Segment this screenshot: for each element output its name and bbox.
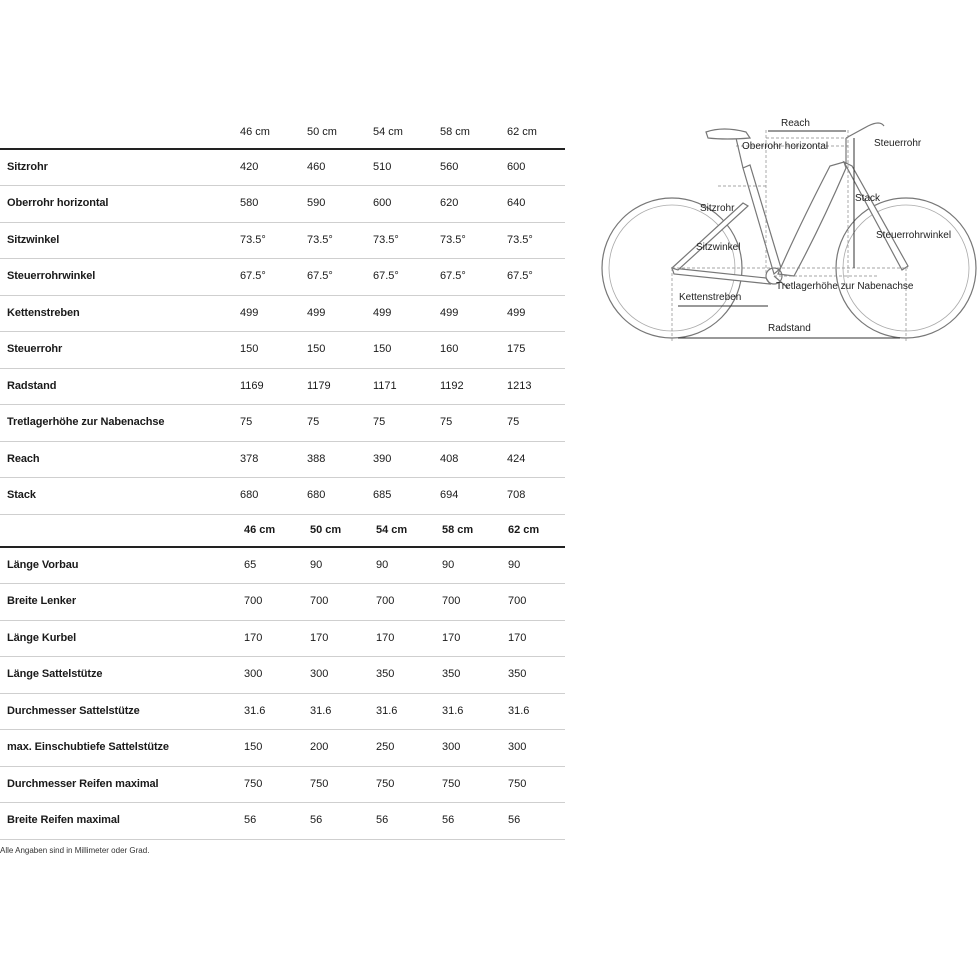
- cell-value: 408: [440, 452, 459, 465]
- table-row: [0, 442, 565, 479]
- row-label: Stack: [7, 489, 36, 501]
- label-oberrohr: Oberrohr horizontal: [742, 141, 829, 152]
- label-sitzwinkel: Sitzwinkel: [696, 242, 741, 253]
- table-row: [0, 332, 565, 369]
- cell-value: 67.5°: [440, 270, 466, 282]
- cell-value: 700: [442, 595, 461, 607]
- row-label: Tretlagerhöhe zur Nabenachse: [7, 416, 165, 428]
- cell-value: 75: [307, 416, 320, 428]
- size-header: 46 cm: [240, 126, 270, 138]
- row-label: Sitzwinkel: [7, 233, 60, 246]
- cell-value: 750: [508, 777, 527, 790]
- components-table: [0, 516, 565, 840]
- cell-value: 73.5°: [240, 233, 266, 246]
- table-row: [0, 694, 565, 731]
- cell-value: 680: [307, 489, 326, 501]
- size-header: 50 cm: [310, 524, 342, 536]
- table-row: [0, 150, 565, 187]
- cell-value: 700: [244, 595, 263, 607]
- cell-value: 250: [376, 741, 395, 753]
- table-row: [0, 405, 565, 442]
- cell-value: 73.5°: [307, 233, 333, 246]
- row-label: Durchmesser Sattelstütze: [7, 704, 140, 717]
- cell-value: 640: [507, 197, 526, 209]
- row-label: Kettenstreben: [7, 306, 80, 319]
- cell-value: 56: [244, 814, 257, 826]
- cell-value: 700: [310, 595, 329, 607]
- cell-value: 420: [240, 160, 259, 173]
- row-label: Steuerrohr: [7, 343, 63, 355]
- cell-value: 300: [310, 668, 329, 680]
- cell-value: 350: [508, 668, 527, 680]
- size-header: 46 cm: [244, 524, 276, 536]
- cell-value: 499: [307, 306, 326, 319]
- cell-value: 175: [507, 343, 526, 355]
- row-label: Reach: [7, 452, 40, 465]
- cell-value: 600: [373, 197, 392, 209]
- cell-value: 424: [507, 452, 526, 465]
- size-header: 54 cm: [373, 126, 403, 138]
- cell-value: 75: [240, 416, 253, 428]
- cell-value: 1171: [373, 379, 397, 392]
- cell-value: 388: [307, 452, 326, 465]
- cell-value: 73.5°: [507, 233, 533, 246]
- cell-value: 685: [373, 489, 392, 501]
- cell-value: 378: [240, 452, 259, 465]
- row-label: Breite Reifen maximal: [7, 814, 120, 826]
- cell-value: 560: [440, 160, 459, 173]
- geometry-table-body: [0, 150, 565, 515]
- cell-value: 73.5°: [373, 233, 399, 246]
- table-row: [0, 767, 565, 804]
- size-header: 62 cm: [507, 126, 537, 138]
- table-row: [0, 186, 565, 223]
- cell-value: 75: [507, 416, 520, 428]
- geometry-table: [0, 118, 565, 515]
- cell-value: 300: [508, 741, 527, 753]
- cell-value: 170: [310, 631, 329, 644]
- row-label: Radstand: [7, 379, 57, 392]
- cell-value: 590: [307, 197, 326, 209]
- label-steuerrohr: Steuerrohr: [874, 138, 922, 149]
- cell-value: 90: [310, 558, 323, 571]
- table-row: [0, 621, 565, 658]
- table-row: [0, 548, 565, 585]
- cell-value: 499: [507, 306, 526, 319]
- footnote: Alle Angaben sind in Millimeter oder Grad.: [0, 846, 150, 855]
- cell-value: 580: [240, 197, 259, 209]
- cell-value: 56: [508, 814, 521, 826]
- table-row: [0, 584, 565, 621]
- label-kettenstreben: Kettenstreben: [679, 292, 742, 303]
- table-row: [0, 223, 565, 260]
- label-radstand: Radstand: [768, 323, 811, 334]
- cell-value: 499: [240, 306, 259, 319]
- cell-value: 620: [440, 197, 459, 209]
- cell-value: 75: [373, 416, 386, 428]
- cell-value: 390: [373, 452, 392, 465]
- row-label: Länge Vorbau: [7, 558, 79, 571]
- cell-value: 499: [373, 306, 392, 319]
- cell-value: 67.5°: [373, 270, 399, 282]
- table-row: [0, 296, 565, 333]
- cell-value: 31.6: [508, 704, 530, 717]
- cell-value: 170: [508, 631, 527, 644]
- table-row: [0, 369, 565, 406]
- row-label: Sitzrohr: [7, 160, 48, 173]
- cell-value: 67.5°: [507, 270, 533, 282]
- cell-value: 1169: [240, 379, 264, 392]
- cell-value: 300: [442, 741, 461, 753]
- cell-value: 700: [376, 595, 395, 607]
- table-row: [0, 259, 565, 296]
- cell-value: 170: [442, 631, 461, 644]
- size-header: 54 cm: [376, 524, 408, 536]
- cell-value: 31.6: [310, 704, 332, 717]
- cell-value: 1213: [507, 379, 532, 392]
- cell-value: 150: [244, 741, 263, 753]
- cell-value: 67.5°: [240, 270, 266, 282]
- table-row: [0, 803, 565, 840]
- size-header: 50 cm: [307, 126, 337, 138]
- cell-value: 200: [310, 741, 329, 753]
- cell-value: 600: [507, 160, 526, 173]
- cell-value: 56: [310, 814, 323, 826]
- row-label: Länge Sattelstütze: [7, 668, 103, 680]
- row-label: Oberrohr horizontal: [7, 197, 109, 209]
- cell-value: 150: [373, 343, 392, 355]
- cell-value: 75: [440, 416, 453, 428]
- cell-value: 65: [244, 558, 257, 571]
- cell-value: 694: [440, 489, 459, 501]
- cell-value: 150: [240, 343, 259, 355]
- cell-value: 750: [310, 777, 329, 790]
- cell-value: 31.6: [376, 704, 398, 717]
- size-header: 62 cm: [508, 524, 540, 536]
- cell-value: 460: [307, 160, 326, 173]
- label-sitzrohr: Sitzrohr: [700, 203, 735, 214]
- row-label: Länge Kurbel: [7, 631, 77, 644]
- cell-value: 170: [244, 631, 263, 644]
- table-row: [0, 657, 565, 694]
- geometry-table-header: [0, 118, 565, 148]
- cell-value: 750: [376, 777, 395, 790]
- label-steuerrohrwinkel: Steuerrohrwinkel: [876, 230, 952, 241]
- cell-value: 300: [244, 668, 263, 680]
- components-table-body: [0, 548, 565, 840]
- cell-value: 750: [244, 777, 263, 790]
- cell-value: 708: [507, 489, 526, 501]
- cell-value: 1192: [440, 379, 464, 392]
- cell-value: 56: [376, 814, 389, 826]
- size-header: 58 cm: [442, 524, 474, 536]
- cell-value: 350: [376, 668, 395, 680]
- row-label: Steuerrohrwinkel: [7, 270, 96, 282]
- row-label: Durchmesser Reifen maximal: [7, 777, 159, 790]
- cell-value: 56: [442, 814, 455, 826]
- cell-value: 67.5°: [307, 270, 333, 282]
- cell-value: 1179: [307, 379, 331, 392]
- size-header: 58 cm: [440, 126, 470, 138]
- label-stack: Stack: [855, 193, 881, 204]
- row-label: max. Einschubtiefe Sattelstütze: [7, 741, 169, 753]
- cell-value: 350: [442, 668, 461, 680]
- cell-value: 31.6: [442, 704, 464, 717]
- components-table-header: [0, 516, 565, 546]
- cell-value: 150: [307, 343, 326, 355]
- cell-value: 680: [240, 489, 259, 501]
- cell-value: 90: [376, 558, 389, 571]
- cell-value: 31.6: [244, 704, 266, 717]
- frame: [743, 165, 781, 274]
- row-label: Breite Lenker: [7, 595, 77, 607]
- cell-value: 510: [373, 160, 392, 173]
- table-row: [0, 730, 565, 767]
- cell-value: 170: [376, 631, 395, 644]
- cell-value: 700: [508, 595, 527, 607]
- cell-value: 750: [442, 777, 461, 790]
- table-row: [0, 478, 565, 515]
- cell-value: 499: [440, 306, 459, 319]
- label-tretlager: Tretlagerhöhe zur Nabenachse: [776, 281, 914, 292]
- cell-value: 90: [442, 558, 455, 571]
- cell-value: 90: [508, 558, 521, 571]
- bike-geometry-diagram: [598, 108, 980, 348]
- label-reach: Reach: [781, 118, 810, 129]
- cell-value: 160: [440, 343, 459, 355]
- cell-value: 73.5°: [440, 233, 466, 246]
